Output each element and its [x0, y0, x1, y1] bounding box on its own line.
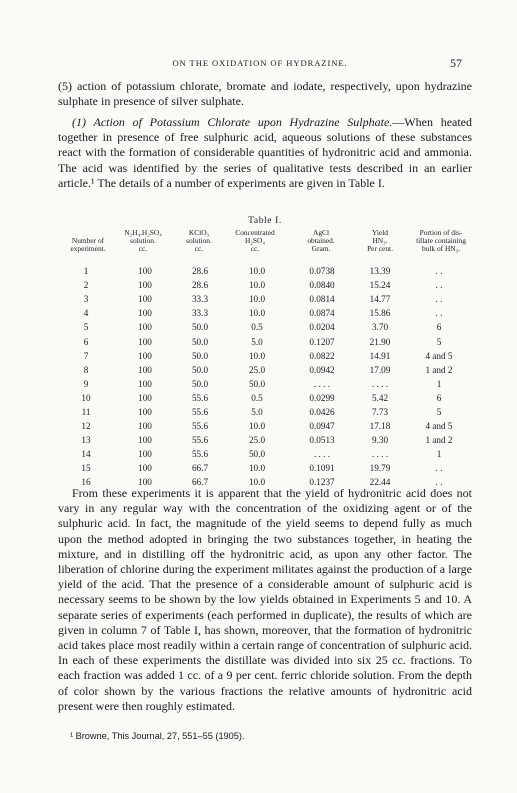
column-header-yield: Yield HN₃. Per cent.: [367, 228, 393, 254]
table-row: 3 100 33.3 10.0 0.0814 14.77 . .: [83, 294, 443, 305]
paragraph-1: (5) action of potassium chlorate, bromate and iodate, respectively, upon hydrazine sulphate in presence of silver sulphate.: [58, 79, 472, 109]
table-row: 11 100 55.6 5.0 0.0426 7.73 5: [81, 406, 442, 417]
column-header-experiment: Number of experiment.: [70, 236, 106, 254]
column-header-chlorate: KClO₃ solution. cc.: [186, 228, 212, 254]
table-row: 15 100 66.7 10.0 0.1091 19.79 . .: [81, 463, 443, 474]
column-header-sulphuric: Concentrated H₂SO₄ cc.: [235, 228, 275, 254]
table-row: 12 100 55.6 10.0 0.0947 17.18 4 and 5: [81, 421, 453, 432]
table-title: Table I.: [248, 216, 282, 226]
data-table: [58, 264, 472, 490]
table-row: 4 100 33.3 10.0 0.0874 15.86 . .: [83, 308, 443, 319]
table-row: 13 100 55.6 25.0 0.0513 9.30 1 and 2: [81, 435, 453, 446]
column-header-hydrazine: N₂H₄.H₂SO₄ solution. cc.: [124, 228, 162, 254]
table-row: 1 100 28.6 10.0 0.0738 13.39 . .: [83, 266, 443, 277]
table-row: 16 100 66.7 10.0 0.1237 22.44 . .: [81, 477, 443, 488]
table-row: 14 100 55.6 50.0 . . . . . . . . 1: [81, 449, 442, 460]
table-row: 2 100 28.6 10.0 0.0840 15.24 . .: [83, 280, 443, 291]
table-row: 9 100 50.0 50.0 . . . . . . . . 1: [83, 378, 442, 389]
table-row: 8 100 50.0 25.0 0.0942 17.09 1 and 2: [83, 364, 453, 375]
paragraph-2: [58, 115, 472, 191]
table-row: 7 100 50.0 10.0 0.0822 14.91 4 and 5: [83, 350, 453, 361]
column-header-agcl: AgCl obtained. Gram.: [307, 228, 335, 254]
running-title: ON THE OXIDATION OF HYDRAZINE.: [172, 58, 348, 68]
column-header-portion: Portion of dis- tillate containing bulk of HN₃.: [416, 228, 466, 254]
table-row: 6 100 50.0 5.0 0.1207 21.90 5: [83, 336, 442, 347]
table-row: 10 100 55.6 0.5 0.0299 5.42 6: [81, 392, 442, 403]
paragraph-2-text: —When heated together in presence of free sulphuric acid, aqueous solutions of these substances react with the formation of considerable quantities of hydronitric acid and ammonia. The acid was identified by the series of qualitative tests described in an earlier article.¹ The details of a number of experiments are given in Table I.: [58, 115, 473, 190]
table-row: 5 100 50.0 0.5 0.0204 3.70 6: [83, 322, 442, 333]
page-number: 57: [450, 56, 462, 70]
table-header: [58, 229, 472, 261]
section-heading: (1) Action of Potassium Chlorate upon Hydrazine Sulphate.: [72, 115, 393, 129]
footnote: ¹ Browne, This Journal, 27, 551–55 (1905).: [70, 731, 245, 741]
paragraph-3: From these experiments it is apparent that the yield of hydronitric acid does not vary in any regular way with the concentration of the oxidizing agent or of the sulphuric acid. In fact, the magnitude of the yield seems to depend fully as much upon the method adopted in bringing the two substances together, in heating the mixture, and in distilling off the hydronitric acid, as upon any other factor. The liberation of chlorine during the experiment militates against the production of a large yield of the acid. That the presence of a considerable amount of sulphuric acid is necessary seems to be shown by the low yields obtained in Experiments 5 and 10. A separate series of experiments (each performed in duplicate), the results of which are given in column 7 of Table I, has shown, moreover, that the formation of hydronitric acid takes place most readily within a certain range of concentration of sulphuric acid. In each of these experiments the distillate was divided into six 25 cc. fractions. To each fraction was added 1 cc. of a 9 per cent. ferric chloride solution. From the depth of color shown by the various fractions the relative amounts of hydronitric acid present were then roughly estimated.: [58, 486, 472, 713]
